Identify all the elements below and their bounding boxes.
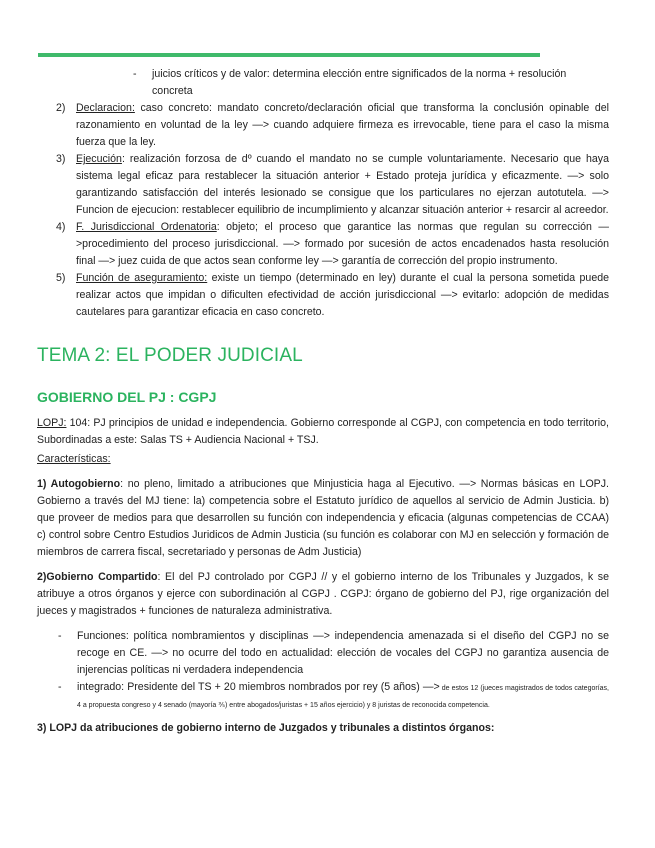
compartido-label: 2)Gobierno Compartido: [37, 571, 158, 583]
autogobierno-label: 1) Autogobierno: [37, 478, 121, 490]
lopj-text: 104: PJ principios de unidad e independencia. Gobierno corresponde al CGPJ, con competencia en todo territorio, Subordinadas a este: Salas TS + Audiencia Nacional + TSJ.: [37, 417, 609, 446]
compartido-text: : El del PJ controlado por CGPJ // y el gobierno interno de los Tribunales y Juzgados, k se atribuye a otros órganos y ejerce con subordinación al CGPJ . CGPJ: órgano de gobierno del PJ, rige organización del jueces y magistrados + funciones de naturaleza administrativa.: [37, 571, 609, 617]
item-term: Declaracion:: [76, 102, 135, 114]
autogobierno-text: : no pleno, limitado a atribuciones que Minjusticia haga al Ejecutivo. —> Normas básicas en LOPJ. Gobierno a través del MJ tiene: la) competencia sobre el Estatuto jurídico de aquellos al servicio de Admin Justicia. b) que proveer de medios para que desarrollen su función con independencia y eficacia (algunas competencias de CCAA) c) control sobre Centro Estudios Juridicos de Admin Justicia (su función es colaborar con MJ en selección y formación de miembros de carrera fiscal, secretariado y personas de Adm Justicia): [37, 478, 609, 558]
bullet-text: integrado: Presidente del TS + 20 miembros nombrados por rey (5 años) —>: [77, 681, 440, 693]
document-body: [37, 66, 609, 737]
item-number: 2): [56, 102, 66, 114]
bullet-list: [37, 628, 609, 713]
item-text: : realización forzosa de dº cuando el mandato no se cumple voluntariamente. Necesario que haya sistema legal eficaz para restablecer la situación anterior + Estado proteja jurídica y eficazmente. —> solo garantizando satisfacción del interés lesionado se consigue que los particulares no ejerzan autotutela. —> Funcion de ejecucion: restablecer equilibrio de incumplimiento y alcanzar situación anterior + resarcir al acreedor.: [76, 153, 609, 216]
item-number: 3): [56, 153, 66, 165]
bullet-funciones: [58, 628, 609, 679]
item-number: 5): [56, 272, 66, 284]
list-item-aseguramiento: [56, 270, 609, 321]
item-term: Función de aseguramiento:: [76, 272, 208, 284]
item-number: 4): [56, 221, 66, 233]
autogobierno-paragraph: [37, 476, 609, 561]
dash-marker: -: [58, 681, 62, 693]
compartido-paragraph: [37, 569, 609, 620]
numbered-list: [37, 100, 609, 321]
list-item-ordenatoria: [56, 219, 609, 270]
bullet-text: Funciones: política nombramientos y disciplinas —> independencia amenazada si el diseño del CGPJ no se recoge en CE. —> no ocurre del todo en actualidad: elección de vocales del CGPJ no garantiza ausencia de injerencias políticas ni verdadera independencia: [77, 630, 609, 676]
item-text: : objeto; el proceso que garantice las normas que regulan su corrección —>procedimiento del proceso jurisdiccional. —> formado por sucesión de actos encadenados hasta resolución final —> juez cuida de que actos sean conforme ley —> garantía de corrección del propio instrumento.: [76, 221, 609, 267]
tema-heading: TEMA 2: EL PODER JUDICIAL: [37, 345, 303, 366]
item-text: existe un tiempo (determinado en ley) durante el cual la persona sometida puede realizar actos que impidan o dificulten efectividad de acción jurisdiccional —> evitarlo: adopción de medidas cautelares para garantizar eficacia en caso concreto.: [76, 272, 609, 318]
bullet-integrado: [58, 679, 609, 713]
section-heading: GOBIERNO DEL PJ : CGPJ: [37, 389, 217, 405]
list-item-declaracion: [56, 100, 609, 151]
item-term: Ejecución: [76, 153, 122, 165]
item-text: caso concreto: mandato concreto/declaración oficial que transforma la conclusión opinable del razonamiento en voluntad de la ley —> cuando adquiere firmeza es irrevocable, tiene para el caso la misma fuerza que la ley.: [76, 102, 609, 148]
dash-marker: -: [133, 68, 137, 80]
sub-list-text: juicios críticos y de valor: determina elección entre significados de la norma + resolución concreta: [152, 68, 567, 97]
dash-marker: -: [58, 630, 62, 642]
lopj-label: LOPJ:: [37, 417, 67, 429]
list-item-ejecucion: [56, 151, 609, 219]
caracteristicas-label: Características:: [37, 453, 111, 465]
lopj-paragraph: [37, 415, 609, 449]
item-term: F. Jurisdiccional Ordenatoria: [76, 221, 217, 233]
lopj-atribuciones-heading: 3) LOPJ da atribuciones de gobierno interno de Juzgados y tribunales a distintos órganos:: [37, 722, 495, 734]
sub-list-item: [133, 66, 609, 100]
header-rule: [38, 53, 540, 57]
bullet-small-text: de estos 12 (jueces magistrados de todos categorías, 4 a propuesta congreso y 4 senado (mayoría ⅗) entre abogados/juristas + 15 años ejercicio) y 8 juristas de reconocida competencia.: [77, 685, 609, 709]
